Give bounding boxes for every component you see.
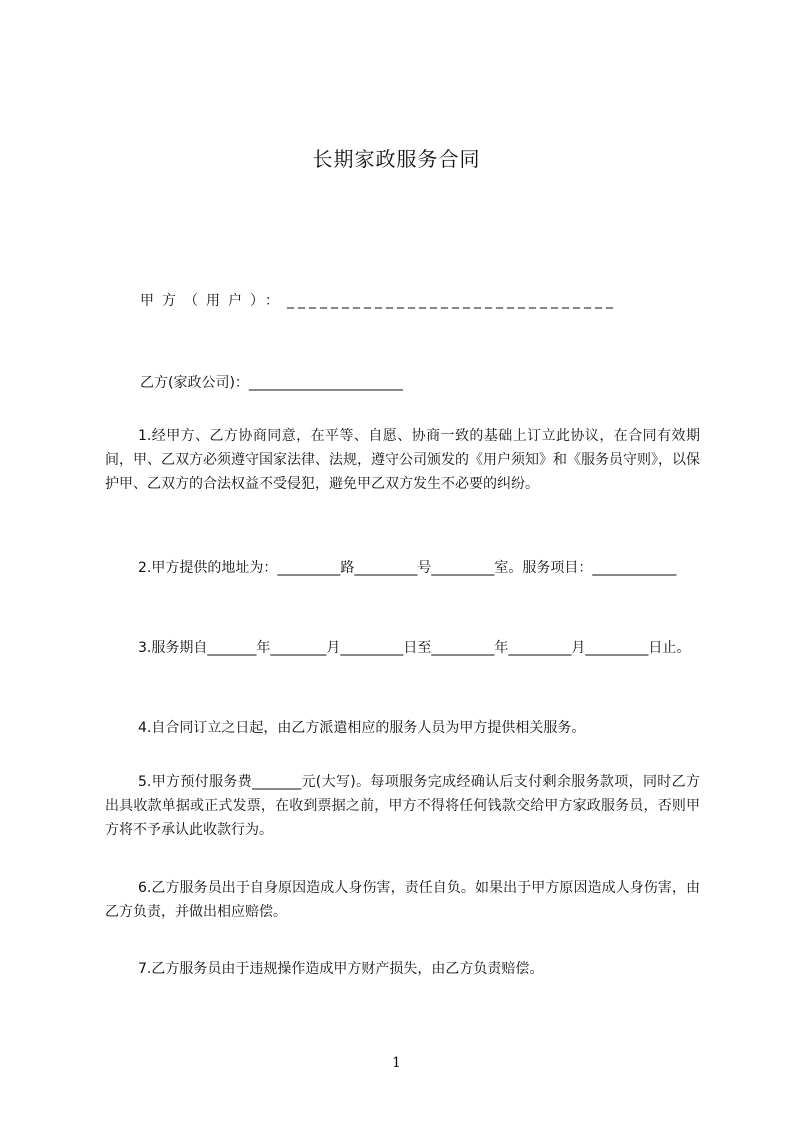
party-a-blank: ______________________________ bbox=[287, 293, 617, 309]
clause-6: 6.乙方服务员出于自身原因造成人身伤害，责任自负。如果出于甲方原因造成人身伤害，由乙方负责，并做出相应赔偿。 bbox=[105, 880, 700, 920]
clause-7: 7.乙方服务员由于违规操作造成甲方财产损失，由乙方负责赔偿。 bbox=[138, 961, 544, 977]
party-a-line bbox=[140, 290, 720, 310]
clause-4: 4.自合同订立之日起，由乙方派遣相应的服务人员为甲方提供相关服务。 bbox=[138, 720, 586, 736]
party-a-label: 甲方（用户）： bbox=[140, 293, 287, 309]
clause-2: 2.甲方提供的地址为：_________路_________号_________室。服务项目：____________ bbox=[138, 560, 677, 576]
clause-3: 3.服务期自_______年________月_________日至_________年_________月_________日止。 bbox=[138, 640, 691, 656]
page-number: 1 bbox=[392, 1055, 401, 1071]
clause-1: 1.经甲方、乙方协商同意，在平等、自愿、协商一致的基础上订立此协议，在合同有效期间，甲、乙双方必须遵守国家法律、法规，遵守公司颁发的《用户须知》和《服务员守则》，以保护甲、乙双方的合法权益不受侵犯，避免甲乙双方发生不必要的纠纷。 bbox=[105, 428, 700, 492]
page-title: 长期家政服务合同 bbox=[312, 147, 481, 171]
party-b-line: 乙方(家政公司)：______________________ bbox=[140, 375, 403, 391]
clause-5: 5.甲方预付服务费_______元(大写)。每项服务完成经确认后支付剩余服务款项，同时乙方出具收款单据或正式发票，在收到票据之前，甲方不得将任何钱款交给甲方家政服务员，否则甲方将不予承认此收款行为。 bbox=[105, 774, 700, 838]
